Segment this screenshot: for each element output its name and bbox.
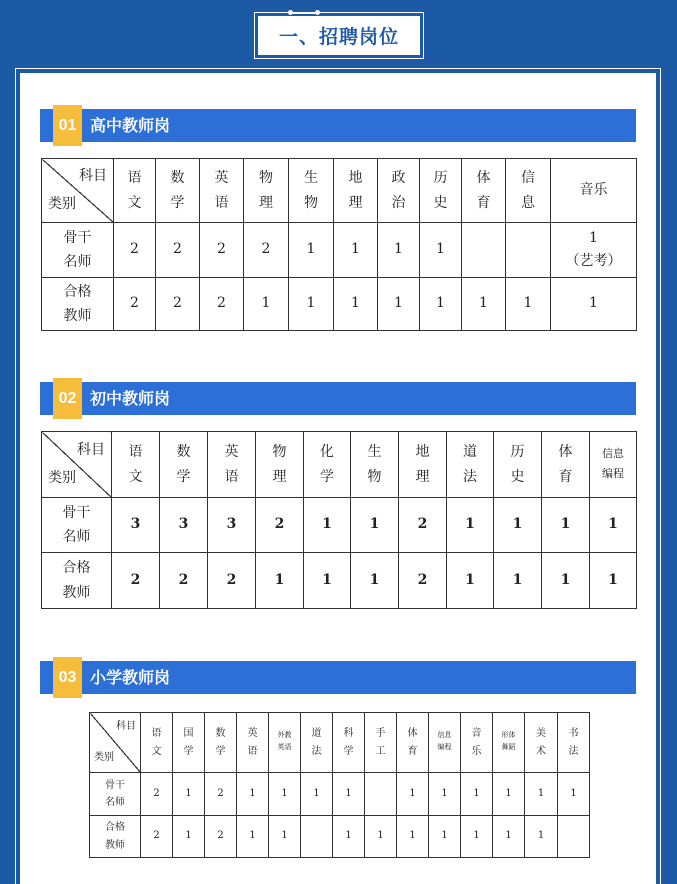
table-row bbox=[42, 223, 637, 278]
subject-header: 数学 bbox=[160, 432, 208, 498]
value-cell: 1 bbox=[289, 223, 334, 278]
subject-header: 生物 bbox=[351, 432, 399, 498]
subject-header: 体育 bbox=[462, 159, 506, 223]
value-cell: 2 bbox=[244, 223, 289, 278]
header-subject-label: 科目 bbox=[77, 441, 105, 458]
table-row bbox=[42, 278, 637, 331]
subject-header: 语文 bbox=[141, 713, 173, 773]
value-cell bbox=[506, 223, 551, 278]
value-cell: 2 bbox=[160, 553, 208, 609]
value-cell: 1 bbox=[397, 816, 429, 858]
section-number-badge: 01 bbox=[53, 105, 82, 146]
value-cell: 3 bbox=[208, 498, 256, 553]
value-cell: 1 bbox=[461, 816, 493, 858]
subject-header: 英语 bbox=[237, 713, 269, 773]
table-row bbox=[42, 498, 637, 553]
subject-header: 形体舞蹈 bbox=[493, 713, 525, 773]
value-cell: 2 bbox=[156, 278, 200, 331]
value-cell: 1 bbox=[590, 553, 637, 609]
value-cell: 1 bbox=[525, 773, 558, 816]
header-diagonal-cell bbox=[90, 713, 141, 773]
table-header-row bbox=[42, 159, 637, 223]
table-header-row bbox=[90, 713, 590, 773]
subject-header: 信息 bbox=[506, 159, 551, 223]
subject-header: 音乐 bbox=[551, 159, 637, 223]
value-cell: 1 bbox=[447, 553, 494, 609]
header-diagonal-cell bbox=[42, 159, 114, 223]
value-cell bbox=[301, 816, 333, 858]
value-cell: 2 bbox=[114, 223, 156, 278]
value-cell-with-note bbox=[551, 223, 637, 278]
value-cell: 1 bbox=[301, 773, 333, 816]
value-cell: 1 bbox=[429, 816, 461, 858]
value-cell bbox=[462, 223, 506, 278]
value-cell: 1 bbox=[378, 278, 420, 331]
subject-header: 书法 bbox=[558, 713, 590, 773]
value-cell: 1 bbox=[461, 773, 493, 816]
value-cell: 2 bbox=[256, 498, 304, 553]
value-cell: 1 bbox=[462, 278, 506, 331]
value-cell: 1 bbox=[269, 773, 301, 816]
subject-header: 历史 bbox=[420, 159, 462, 223]
middle-school-positions-table bbox=[41, 431, 637, 609]
header-category-label: 类别 bbox=[94, 751, 114, 763]
subject-header: 数学 bbox=[156, 159, 200, 223]
value-cell: 3 bbox=[112, 498, 160, 553]
value-cell: 1 bbox=[365, 816, 397, 858]
category-cell: 合格教师 bbox=[90, 816, 141, 858]
value-cell: 1 bbox=[420, 278, 462, 331]
category-cell: 合格教师 bbox=[42, 553, 112, 609]
value-cell: 1 bbox=[420, 223, 462, 278]
value-cell: 2 bbox=[156, 223, 200, 278]
table-row bbox=[90, 816, 590, 858]
subject-header: 道法 bbox=[301, 713, 333, 773]
section-title-middle-school: 初中教师岗 bbox=[90, 389, 171, 408]
value-cell: 1 bbox=[269, 816, 301, 858]
value-text: 1 bbox=[589, 229, 598, 246]
subject-header: 语文 bbox=[112, 432, 160, 498]
value-cell: 1 bbox=[173, 816, 205, 858]
subject-header: 美术 bbox=[525, 713, 558, 773]
value-cell: 1 bbox=[378, 223, 420, 278]
primary-school-positions-table bbox=[89, 712, 590, 858]
section-number-badge: 03 bbox=[53, 657, 82, 698]
subject-header: 生物 bbox=[289, 159, 334, 223]
value-cell: 1 bbox=[334, 223, 378, 278]
subject-header: 体育 bbox=[542, 432, 590, 498]
section-title-high-school: 高中教师岗 bbox=[90, 116, 171, 135]
subject-header: 物理 bbox=[244, 159, 289, 223]
header-subject-label: 科目 bbox=[116, 720, 136, 732]
value-cell: 2 bbox=[141, 773, 173, 816]
subject-header: 物理 bbox=[256, 432, 304, 498]
header-diagonal-cell bbox=[42, 432, 112, 498]
value-cell: 1 bbox=[351, 498, 399, 553]
header-subject-label: 科目 bbox=[79, 168, 107, 185]
value-cell: 2 bbox=[112, 553, 160, 609]
value-cell: 1 bbox=[493, 816, 525, 858]
header-category-label: 类别 bbox=[48, 470, 76, 487]
value-cell: 1 bbox=[493, 773, 525, 816]
value-cell: 1 bbox=[542, 553, 590, 609]
value-cell: 1 bbox=[304, 498, 351, 553]
subject-header: 国学 bbox=[173, 713, 205, 773]
subject-header: 外教英语 bbox=[269, 713, 301, 773]
value-cell: 1 bbox=[447, 498, 494, 553]
subject-header: 手工 bbox=[365, 713, 397, 773]
subject-header: 数学 bbox=[205, 713, 237, 773]
value-cell: 1 bbox=[494, 498, 542, 553]
subject-header: 体育 bbox=[397, 713, 429, 773]
value-cell bbox=[365, 773, 397, 816]
value-cell: 1 bbox=[506, 278, 551, 331]
subject-header: 地理 bbox=[399, 432, 447, 498]
subject-header: 地理 bbox=[334, 159, 378, 223]
category-cell: 骨干名师 bbox=[42, 223, 114, 278]
subject-header: 道法 bbox=[447, 432, 494, 498]
value-cell: 1 bbox=[289, 278, 334, 331]
section-number-badge: 02 bbox=[53, 378, 82, 419]
subject-header: 科学 bbox=[333, 713, 365, 773]
value-cell: 1 bbox=[551, 278, 637, 331]
subject-header: 信息编程 bbox=[590, 432, 637, 498]
value-cell: 1 bbox=[237, 773, 269, 816]
table-row bbox=[42, 553, 637, 609]
subject-header: 化学 bbox=[304, 432, 351, 498]
category-cell: 合格教师 bbox=[42, 278, 114, 331]
value-cell: 2 bbox=[141, 816, 173, 858]
value-cell: 2 bbox=[208, 553, 256, 609]
value-cell: 3 bbox=[160, 498, 208, 553]
category-cell: 骨干名师 bbox=[42, 498, 112, 553]
value-cell: 2 bbox=[200, 278, 244, 331]
section-title-primary-school: 小学教师岗 bbox=[90, 668, 171, 687]
subject-header: 英语 bbox=[200, 159, 244, 223]
value-note: （艺考） bbox=[565, 253, 622, 269]
value-cell: 1 bbox=[244, 278, 289, 331]
value-cell: 1 bbox=[237, 816, 269, 858]
value-cell: 1 bbox=[525, 816, 558, 858]
value-cell: 1 bbox=[334, 278, 378, 331]
value-cell: 1 bbox=[494, 553, 542, 609]
value-cell: 1 bbox=[304, 553, 351, 609]
value-cell: 1 bbox=[429, 773, 461, 816]
value-cell: 1 bbox=[397, 773, 429, 816]
value-cell: 2 bbox=[205, 773, 237, 816]
table-row bbox=[90, 773, 590, 816]
value-cell bbox=[558, 816, 590, 858]
subject-header: 信息编程 bbox=[429, 713, 461, 773]
value-cell: 1 bbox=[256, 553, 304, 609]
subject-header: 语文 bbox=[114, 159, 156, 223]
value-cell: 2 bbox=[114, 278, 156, 331]
subject-header: 英语 bbox=[208, 432, 256, 498]
subject-header: 历史 bbox=[494, 432, 542, 498]
value-cell: 2 bbox=[399, 498, 447, 553]
subject-header: 政治 bbox=[378, 159, 420, 223]
high-school-positions-table bbox=[41, 158, 637, 331]
header-category-label: 类别 bbox=[48, 195, 76, 212]
value-cell: 1 bbox=[173, 773, 205, 816]
table-header-row bbox=[42, 432, 637, 498]
value-cell: 2 bbox=[200, 223, 244, 278]
value-cell: 2 bbox=[205, 816, 237, 858]
value-cell: 1 bbox=[590, 498, 637, 553]
value-cell: 2 bbox=[399, 553, 447, 609]
value-cell: 1 bbox=[333, 773, 365, 816]
category-cell: 骨干名师 bbox=[90, 773, 141, 816]
value-cell: 1 bbox=[558, 773, 590, 816]
value-cell: 1 bbox=[542, 498, 590, 553]
page-title: 一、招聘岗位 bbox=[258, 16, 420, 55]
value-cell: 1 bbox=[351, 553, 399, 609]
page-title-frame bbox=[254, 12, 424, 59]
value-cell: 1 bbox=[333, 816, 365, 858]
subject-header: 音乐 bbox=[461, 713, 493, 773]
